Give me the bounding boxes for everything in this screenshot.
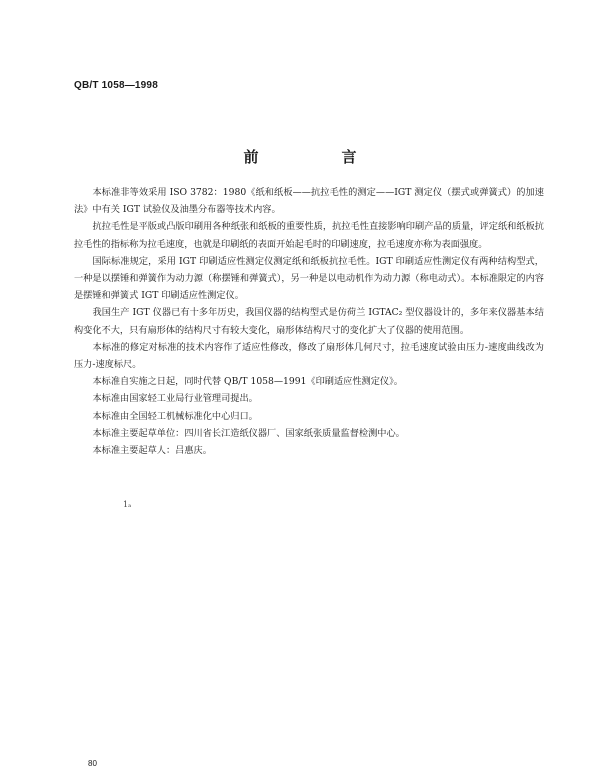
paragraph-drafter: 本标准主要起草人：吕惠庆。 <box>92 445 212 457</box>
paragraph-proposed-by: 本标准由国家轻工业局行业管理司提出。 <box>92 393 258 405</box>
page-number: 80 <box>88 759 97 768</box>
paragraph-revision: 本标准的修定对标准的技术内容作了适应性修改，修改了扇形体几何尺寸，拉毛速度试验由压力-速度曲线改为压力-速度标尺。 <box>74 341 544 371</box>
standard-code: QB/T 1058—1998 <box>74 80 158 91</box>
paragraph-replacement: 本标准自实施之日起，同时代替 QB/T 1058—1991《印刷适应性测定仪》。 <box>92 376 403 388</box>
paragraph-adoption: 本标准非等效采用 ISO 3782：1980《纸和纸板——抗拉毛性的测定——IGT 测定仪（摆式或弹簧式）的加速法》中有关 IGT 试验仪及油墨分布器等技术内容。 <box>74 187 544 216</box>
paragraph-drafting-units: 本标准主要起草单位：四川省长江造纸仪器厂、国家纸张质量监督检测中心。 <box>92 427 405 439</box>
paragraph-international-standard: 国际标准规定，采用 IGT 印刷适应性测定仪测定纸和纸板抗拉毛性。IGT 印刷适应性测定仪有两种结构型式，一种是以摆锤和弹簧作为动力源（称摆锤和弹簧式），另一种是以电动机作为动力源（称电动式）。本标准限定的内容是摆锤和弹簧式 IGT 印刷适应性测定仪。 <box>74 255 544 302</box>
stray-mark: 1ₐ <box>123 500 132 509</box>
paragraph-domestic-history: 我国生产 IGT 仪器已有十多年历史，我国仪器的结构型式是仿荷兰 IGTAC₂ 型仪器设计的，多年来仪器基本结构变化不大，只有扇形体的结构尺寸有较大变化，扇形体结构尺寸的变化扩大了仪器的使用范围。 <box>74 307 544 336</box>
paragraph-pick-resistance: 抗拉毛性是平版或凸版印刷用各种纸张和纸板的重要性质，抗拉毛性直接影响印刷产品的质量，评定纸和纸板抗拉毛性的指标称为拉毛速度，也就是印刷纸的表面开始起毛时的印刷速度，拉毛速度亦称为表面强度。 <box>74 221 544 250</box>
page-title: 前 言 <box>243 148 391 166</box>
foreword-body <box>74 184 544 459</box>
paragraph-centralized-by: 本标准由全国轻工机械标准化中心归口。 <box>92 410 258 422</box>
